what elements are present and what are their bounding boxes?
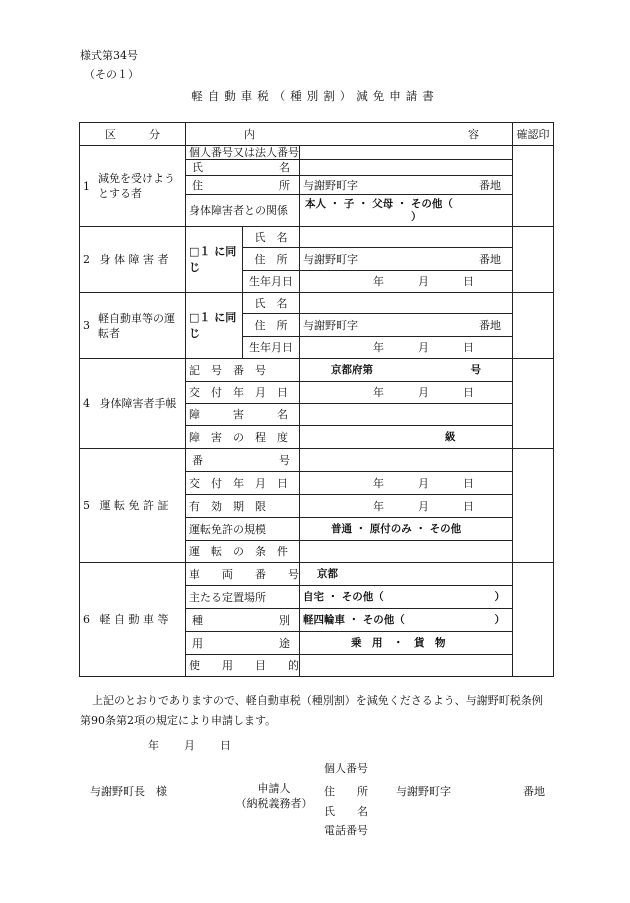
s4-degree-field[interactable] (300, 426, 513, 449)
s6-purpose-field[interactable] (300, 655, 513, 677)
s3-dob-label: 生年月日 (243, 337, 300, 359)
s6-category (80, 563, 186, 677)
header-category: 区 分 (80, 123, 186, 146)
applicant-phone-label: 電話番号 (324, 824, 368, 837)
s3-confirm-cell[interactable] (513, 293, 554, 359)
applicant-name-label: 氏 名 (324, 805, 368, 818)
s4-number-prefix: 京都府第 (331, 363, 373, 376)
s2-address-label: 住 所 (243, 248, 300, 271)
s5-validity-field[interactable] (300, 495, 513, 518)
s5-issued-month: 月 (418, 476, 429, 490)
s4-number-field[interactable] (300, 359, 513, 382)
s4-disability-field[interactable] (300, 404, 513, 426)
s1-mynumber-field[interactable] (300, 146, 513, 160)
s6-place-label: 主たる定置場所 (186, 586, 300, 609)
s5-validity-year: 年 (373, 499, 384, 513)
s2-number: 2 (83, 253, 90, 266)
s2-address-town: 与謝野町字 (303, 252, 358, 266)
s5-number: 5 (83, 499, 90, 512)
s6-use-l: 用 (192, 636, 203, 650)
s1-mynumber-label: 個人番号又は法人番号 (186, 146, 300, 160)
s5-conditions-field[interactable] (300, 541, 513, 563)
s2-row-name (80, 227, 554, 248)
s6-use-label (186, 632, 300, 655)
s4-number: 4 (83, 397, 90, 410)
header-content-right: 容 (468, 127, 479, 141)
header-content-left: 内 (244, 127, 255, 141)
s4-confirm-cell[interactable] (513, 359, 554, 449)
s5-validity-month: 月 (418, 499, 429, 513)
s5-issued-field[interactable] (300, 472, 513, 495)
s5-scale-label: 運転免許の規模 (186, 518, 300, 541)
s5-row-number (80, 449, 554, 472)
s5-scale-field[interactable] (300, 518, 513, 541)
s2-address-end: 番地 (479, 252, 501, 266)
s6-place-close: ） (494, 590, 505, 603)
s1-address-town: 与謝野町字 (303, 178, 358, 192)
s4-disability-label: 障 害 名 (186, 404, 300, 426)
s5-issued-year: 年 (373, 476, 384, 490)
s5-conditions-label: 運 転 の 条 件 (186, 541, 300, 563)
s6-purpose-label: 使 用 目 的 (186, 655, 300, 677)
s2-name-field[interactable] (300, 227, 513, 248)
applicant-address-label: 住 所 (324, 785, 368, 798)
s1-address-end: 番地 (479, 178, 501, 192)
s3-dob-year: 年 (373, 341, 384, 354)
s6-title: 軽 自 動 車 等 (99, 613, 169, 626)
s5-validity-day: 日 (463, 499, 474, 513)
s5-confirm-cell[interactable] (513, 449, 554, 563)
s1-relation-field[interactable] (300, 195, 513, 227)
s6-use-options: 乗 用 ・ 貨 物 (351, 636, 446, 649)
s3-category (80, 293, 186, 359)
s3-dob-month: 月 (418, 341, 429, 354)
s6-use-r: 途 (279, 636, 290, 650)
s6-type-close: ） (494, 613, 505, 626)
form-sub-number: （その１） (84, 68, 139, 81)
s1-row-mynumber (80, 146, 554, 160)
s2-title: 身 体 障 害 者 (99, 253, 169, 266)
s5-validity-label: 有 効 期 限 (186, 495, 300, 518)
s6-plate-prefix: 京都 (317, 567, 338, 580)
s4-degree-label: 障 害 の 程 度 (186, 426, 300, 449)
s2-confirm-cell[interactable] (513, 227, 554, 293)
s6-type-options: 軽四輪車 ・ その他（ (303, 613, 405, 626)
application-table (79, 122, 554, 677)
s2-dob-label: 生年月日 (243, 271, 300, 293)
s3-row-name (80, 293, 554, 314)
s1-address-field[interactable] (300, 176, 513, 195)
s4-issued-label: 交 付 年 月 日 (186, 382, 300, 404)
s6-type-field[interactable] (300, 609, 513, 632)
s5-issued-label: 交 付 年 月 日 (186, 472, 300, 495)
s1-relation-close: ） (411, 210, 422, 223)
s3-address-end: 番地 (479, 318, 501, 332)
s2-dob-day: 日 (463, 275, 474, 288)
s6-number: 6 (83, 613, 90, 626)
s6-type-label (186, 609, 300, 632)
s2-same-as-1[interactable]: □１ に同じ (186, 227, 243, 293)
s3-number: 3 (83, 319, 90, 332)
s6-plate-field[interactable] (300, 563, 513, 586)
s3-title: 軽自動車等の運転者 (98, 311, 175, 340)
s1-category (80, 146, 186, 227)
s3-dob-day: 日 (463, 341, 474, 354)
s2-category (80, 227, 186, 293)
s4-degree-unit: 級 (445, 430, 456, 443)
header-content (186, 123, 513, 146)
s2-dob-year: 年 (373, 275, 384, 288)
s4-issued-field[interactable] (300, 382, 513, 404)
s1-name-r: 名 (279, 161, 290, 174)
applicant-mynumber-label: 個人番号 (324, 762, 368, 775)
s2-dob-field[interactable] (300, 271, 513, 293)
form-number: 様式第34号 (80, 49, 138, 62)
header-confirm: 確認印 (513, 123, 554, 146)
s1-relation-label: 身体障害者との関係 (186, 195, 300, 227)
s4-row-number (80, 359, 554, 382)
s6-plate-label: 車 両 番 号 (186, 563, 300, 586)
s3-name-field[interactable] (300, 293, 513, 314)
s1-addr-l: 住 (192, 178, 203, 192)
s4-category (80, 359, 186, 449)
s4-number-suffix: 号 (470, 363, 481, 376)
s3-address-field[interactable] (300, 314, 513, 337)
s2-name-label: 氏 名 (243, 227, 300, 248)
s3-address-town: 与謝野町字 (303, 318, 358, 332)
s2-address-field[interactable] (300, 248, 513, 271)
header-row (80, 123, 554, 146)
s4-title: 身体障害者手帳 (99, 397, 177, 410)
s3-dob-field[interactable] (300, 337, 513, 359)
s3-name-label: 氏 名 (243, 293, 300, 314)
application-date: 年 月 日 (148, 739, 232, 752)
s5-number-l: 番 (192, 453, 203, 467)
s5-number-field[interactable] (300, 449, 513, 472)
applicant-address-town: 与謝野町字 (396, 785, 451, 798)
s5-scale-options: 普通 ・ 原付のみ ・ その他 (331, 522, 462, 535)
applicant-label: 申請人 (257, 782, 291, 795)
s3-address-label: 住 所 (243, 314, 300, 337)
s1-name-l: 氏 (192, 161, 203, 174)
s1-name-field[interactable] (300, 160, 513, 176)
s1-addr-r: 所 (279, 178, 290, 192)
addressee-mayor: 与謝野町長 様 (90, 785, 167, 798)
s6-row-plate (80, 563, 554, 586)
applicant-address-end: 番地 (523, 785, 545, 798)
taxpayer-label: （納税義務者） (235, 797, 313, 810)
s5-category (80, 449, 186, 563)
document-title: 軽自動車税（種別割）減免申請書 (191, 89, 439, 103)
s6-confirm-cell[interactable] (513, 563, 554, 677)
s4-issued-day: 日 (463, 386, 474, 399)
closing-statement: 上記のとおりでありますので、軽自動車税（種別割）を減免くださるよう、与謝野町税条例第90条第2項の規定により申請します。 (80, 694, 543, 727)
applicant-block (230, 781, 318, 811)
s6-type-r: 別 (279, 613, 290, 627)
s6-use-field[interactable] (300, 632, 513, 655)
s1-title: 減免を受けようとする者 (98, 172, 175, 200)
s3-same-as-1[interactable]: □１ に同じ (186, 293, 243, 359)
s5-title: 運 転 免 許 証 (99, 499, 169, 512)
s5-issued-day: 日 (463, 476, 474, 490)
s2-dob-month: 月 (418, 275, 429, 288)
s4-issued-month: 月 (418, 386, 429, 399)
s1-number: 1 (83, 179, 90, 193)
s1-confirm-cell[interactable] (513, 146, 554, 227)
s4-number-label: 記 号 番 号 (186, 359, 300, 382)
s6-place-options: 自宅 ・ その他（ (303, 590, 384, 603)
s6-type-l: 種 (192, 613, 203, 627)
s4-issued-year: 年 (373, 386, 384, 399)
s1-name-label (186, 160, 300, 176)
s6-place-field[interactable] (300, 586, 513, 609)
s5-number-r: 号 (279, 453, 290, 467)
s1-relation-options: 本人 ・ 子 ・ 父母 ・ その他（ (305, 197, 453, 210)
s1-address-label (186, 176, 300, 195)
s5-number-label (186, 449, 300, 472)
